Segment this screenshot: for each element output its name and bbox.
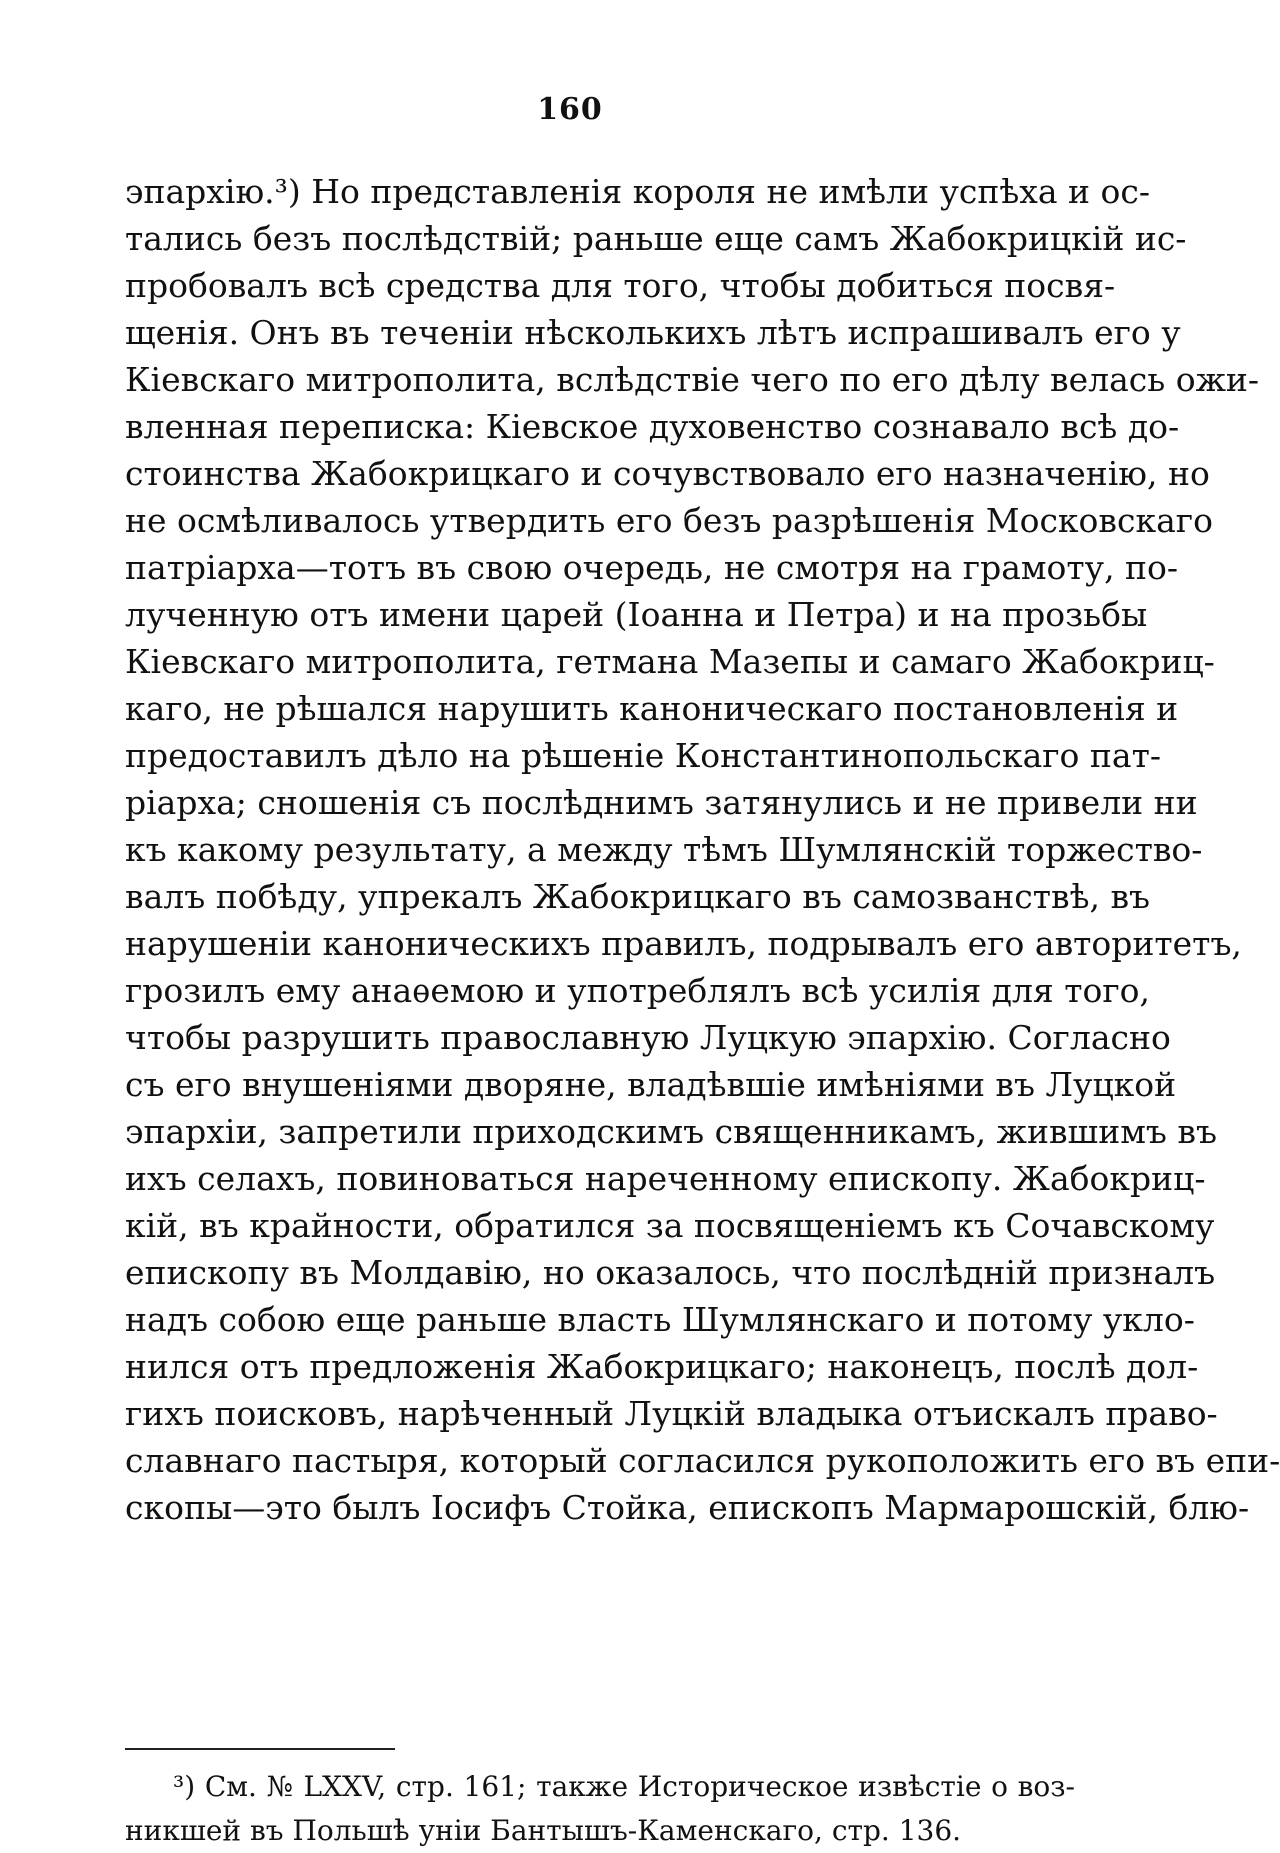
text-line: щенія. Онъ въ теченіи нѣсколькихъ лѣтъ испрашивалъ его у bbox=[125, 313, 1181, 352]
text-line: славнаго пастыря, который согласился рукоположить его въ епи- bbox=[125, 1441, 1280, 1480]
text-line: нарушеніи каноническихъ правилъ, подрывалъ его авторитетъ, bbox=[125, 924, 1242, 963]
text-line: грозилъ ему анаѳемою и употреблялъ всѣ усилія для того, bbox=[125, 971, 1150, 1010]
text-line: гихъ поисковъ, нарѣченный Луцкій владыка отъискалъ право- bbox=[125, 1394, 1218, 1433]
text-line: валъ побѣду, упрекалъ Жабокрицкаго въ самозванствѣ, въ bbox=[125, 877, 1151, 916]
text-line: эпархіи, запретили приходскимъ священникамъ, жившимъ въ bbox=[125, 1112, 1217, 1151]
text-line: скопы—это былъ Іосифъ Стойка, епископъ Мармарошскій, блю- bbox=[125, 1488, 1250, 1527]
text-line: не осмѣливалось утвердить его безъ разрѣшенія Московскаго bbox=[125, 501, 1213, 540]
text-line: съ его внушеніями дворяне, владѣвшіе имѣніями въ Луцкой bbox=[125, 1065, 1177, 1104]
text-line: эпархію.³) Но представленія короля не имѣли успѣха и ос- bbox=[125, 172, 1151, 211]
page-number: 160 bbox=[537, 92, 603, 127]
footnote-divider bbox=[125, 1748, 395, 1750]
text-line: ріарха; сношенія съ послѣднимъ затянулись и не привели ни bbox=[125, 783, 1198, 822]
text-line: предоставилъ дѣло на рѣшеніе Константинопольскаго пат- bbox=[125, 736, 1161, 775]
text-line: къ какому результату, а между тѣмъ Шумлянскій торжество- bbox=[125, 830, 1203, 869]
text-line: тались безъ послѣдствій; раньше еще самъ Жабокрицкій ис- bbox=[125, 219, 1187, 258]
text-line: патріарха—тотъ въ свою очередь, не смотря на грамоту, по- bbox=[125, 548, 1179, 587]
text-line: стоинства Жабокрицкаго и сочувствовало его назначенію, но bbox=[125, 454, 1210, 493]
text-line: нился отъ предложенія Жабокрицкаго; наконецъ, послѣ дол- bbox=[125, 1347, 1199, 1386]
footnote bbox=[125, 1765, 1075, 1853]
footnote-line: ³) См. № LXXV, стр. 161; также Историческое извѣстіе о воз- bbox=[173, 1770, 1075, 1803]
text-line: чтобы разрушить православную Луцкую эпархію. Согласно bbox=[125, 1018, 1171, 1057]
text-line: надъ собою еще раньше власть Шумлянскаго и потому укло- bbox=[125, 1300, 1195, 1339]
text-line: ихъ селахъ, повиноваться нареченному епископу. Жабокриц- bbox=[125, 1159, 1206, 1198]
text-line: лученную отъ имени царей (Іоанна и Петра) и на прозьбы bbox=[125, 595, 1148, 634]
text-line: каго, не рѣшался нарушить каноническаго постановленія и bbox=[125, 689, 1179, 728]
footnote-line: никшей въ Польшѣ уніи Бантышъ-Каменскаго, стр. 136. bbox=[125, 1814, 962, 1847]
text-line: вленная переписка: Кіевское духовенство сознавало всѣ до- bbox=[125, 407, 1180, 446]
text-line: кій, въ крайности, обратился за посвященіемъ къ Сочавскому bbox=[125, 1206, 1215, 1245]
body-text bbox=[125, 168, 1280, 1531]
text-line: епископу въ Молдавію, но оказалось, что послѣдній призналъ bbox=[125, 1253, 1216, 1292]
text-line: Кіевскаго митрополита, вслѣдствіе чего по его дѣлу велась ожи- bbox=[125, 360, 1260, 399]
text-line: Кіевскаго митрополита, гетмана Мазепы и самаго Жабокриц- bbox=[125, 642, 1215, 681]
text-line: пробовалъ всѣ средства для того, чтобы добиться посвя- bbox=[125, 266, 1116, 305]
